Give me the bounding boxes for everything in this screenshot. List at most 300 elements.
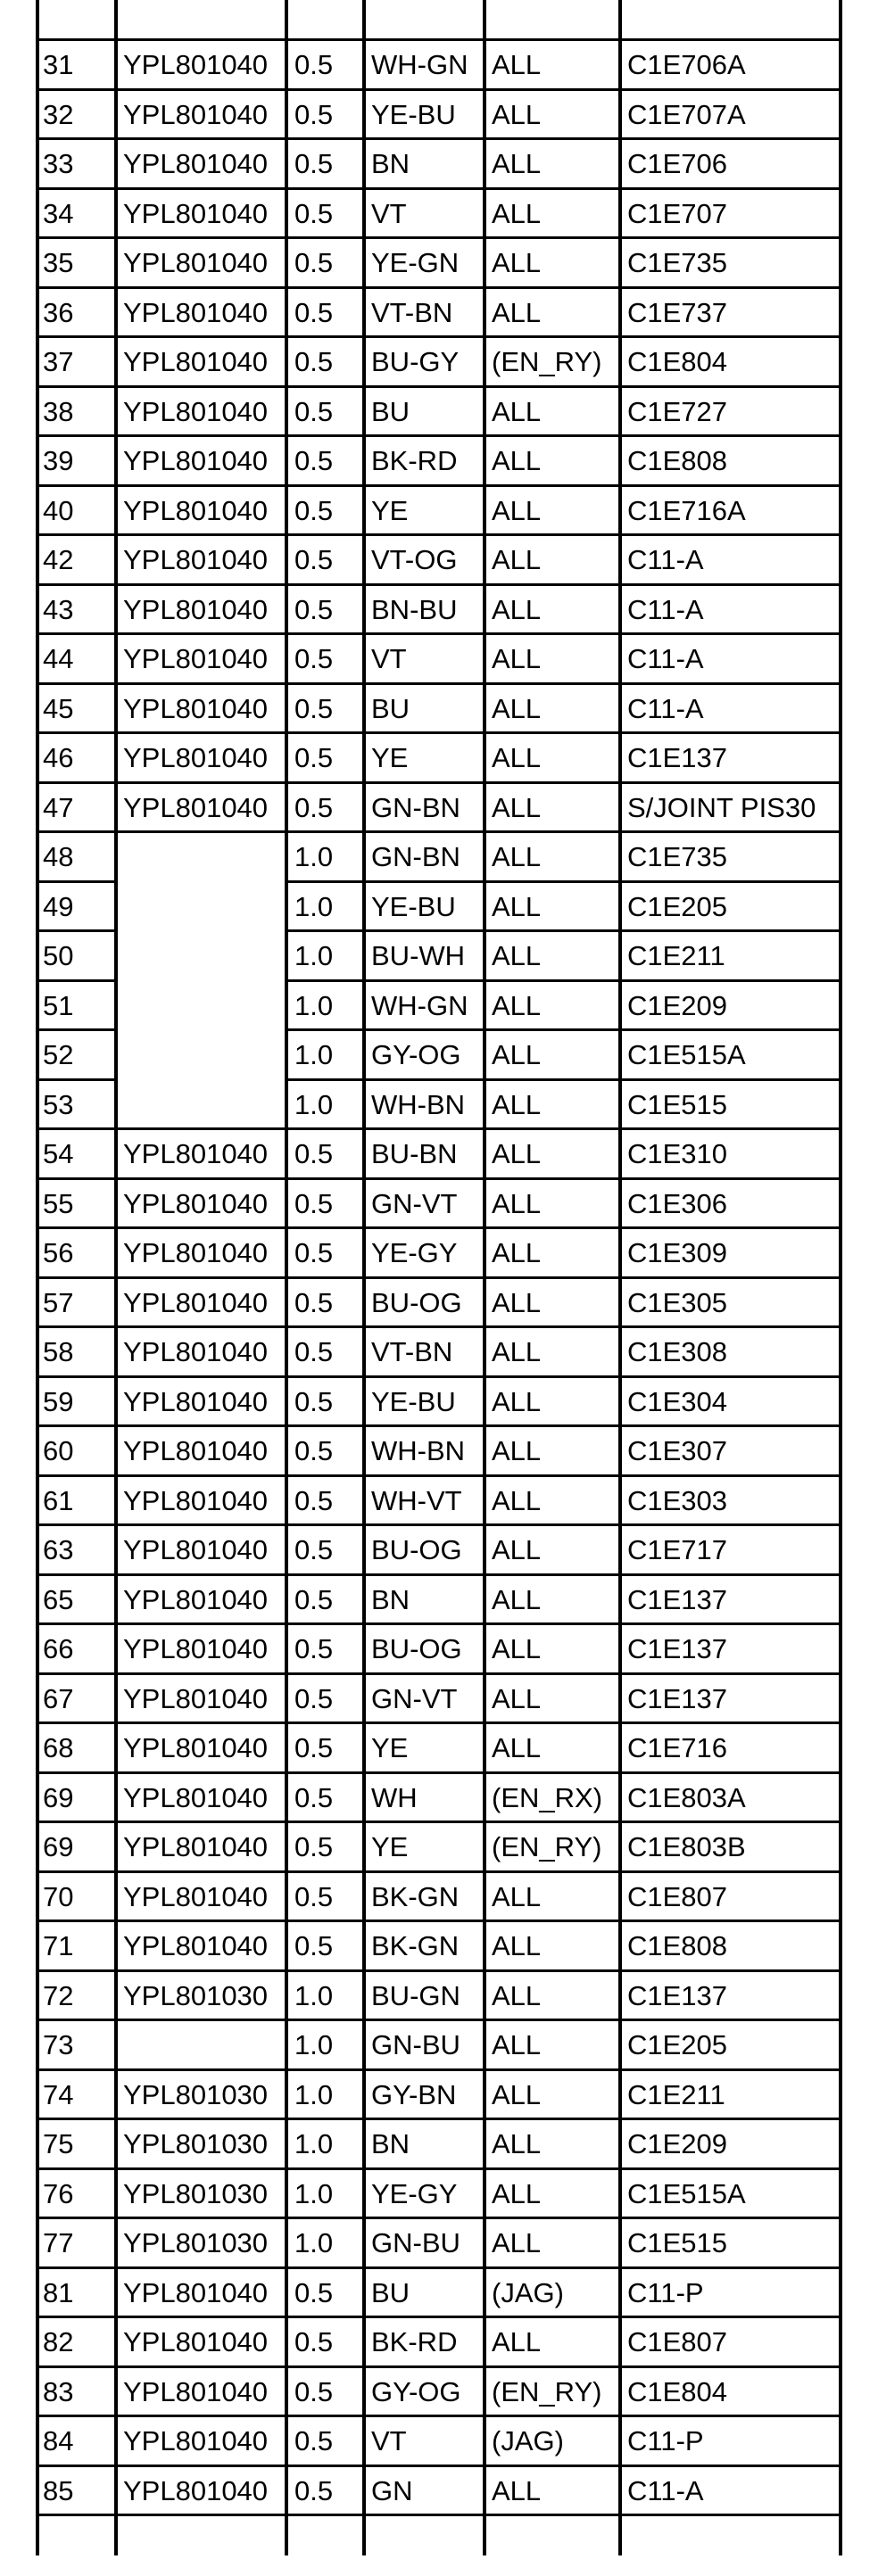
option-cell: ALL [492, 395, 542, 427]
row-divider [36, 1573, 842, 1576]
option-cell: ALL [492, 1979, 542, 2011]
part-number-cell: YPL801030 [123, 2227, 269, 2258]
table-row [0, 535, 878, 585]
option-cell: ALL [492, 2177, 542, 2209]
destination-cell: C1E737 [627, 296, 728, 328]
wire-size-cell: 0.5 [294, 1880, 334, 1912]
part-number-cell: YPL801040 [123, 247, 269, 278]
option-cell: ALL [492, 197, 542, 229]
row-divider [36, 1821, 842, 1823]
destination-cell: C1E716A [627, 494, 746, 526]
wire-size-cell: 1.0 [294, 1979, 334, 2011]
wire-color-cell: BU-GY [371, 346, 460, 377]
destination-cell: C1E735 [627, 247, 728, 278]
column-divider [285, 0, 288, 2555]
option-cell: ALL [492, 742, 542, 773]
wire-size-cell: 1.0 [294, 1039, 334, 1070]
wire-number-cell: 42 [43, 544, 74, 575]
part-number-cell: YPL801030 [123, 2078, 269, 2110]
part-number-cell: YPL801040 [123, 1880, 269, 1912]
row-divider [36, 2019, 842, 2021]
destination-cell: C1E735 [627, 841, 728, 872]
wire-color-cell: YE [371, 1732, 409, 1763]
part-number-cell: YPL801040 [123, 1583, 269, 1615]
option-cell: ALL [492, 2128, 542, 2159]
table-row [0, 684, 878, 734]
row-divider [36, 236, 842, 239]
option-cell: ALL [492, 1385, 542, 1417]
destination-cell: C1E211 [627, 2078, 725, 2110]
column-divider [839, 0, 842, 2555]
column-divider [36, 0, 39, 2555]
wire-size-cell: 0.5 [294, 1187, 334, 1219]
part-number-cell: YPL801040 [123, 1484, 269, 1516]
wire-color-cell: VT [371, 643, 407, 674]
part-number-cell: YPL801040 [123, 1682, 269, 1714]
wire-color-cell: YE-GN [371, 247, 460, 278]
table-row [0, 189, 878, 239]
wire-number-cell: 50 [43, 940, 74, 971]
row-divider [36, 1127, 842, 1130]
destination-cell: S/JOINT PIS30 [627, 791, 816, 823]
wire-number-cell: 81 [43, 2276, 74, 2308]
table-row [0, 139, 878, 189]
part-number-cell: YPL801030 [123, 2177, 269, 2209]
wire-color-cell: GN-BN [371, 841, 460, 872]
wire-size-cell: 1.0 [294, 2029, 334, 2060]
destination-cell: C1E707 [627, 197, 728, 229]
part-number-cell: YPL801040 [123, 1435, 269, 1466]
wire-number-cell: 71 [43, 1930, 74, 1961]
row-divider [36, 929, 118, 932]
row-divider [36, 385, 842, 388]
option-cell: (EN_RY) [492, 346, 602, 377]
option-cell: ALL [492, 2326, 542, 2357]
wire-color-cell: BN [371, 2128, 410, 2159]
wire-size-cell: 0.5 [294, 1484, 334, 1516]
destination-cell: C1E137 [627, 1633, 728, 1664]
option-cell: ALL [492, 692, 542, 724]
wire-color-cell: BN [371, 1583, 410, 1615]
option-cell: ALL [492, 494, 542, 526]
wire-number-cell: 38 [43, 395, 74, 427]
row-divider [36, 187, 842, 190]
wire-color-cell: BK-GN [371, 1880, 460, 1912]
part-number-cell: YPL801040 [123, 1534, 269, 1565]
option-cell: ALL [492, 1732, 542, 1763]
wire-number-cell: 56 [43, 1237, 74, 1268]
table-row [0, 2020, 878, 2070]
table-row [0, 1822, 878, 1872]
table-row [0, 2218, 878, 2268]
table-row [0, 2317, 878, 2367]
row-divider [36, 682, 842, 685]
row-divider [36, 1325, 842, 1328]
part-number-cell: YPL801030 [123, 1979, 269, 2011]
part-number-cell: YPL801040 [123, 1831, 269, 1862]
table-row [0, 1723, 878, 1773]
wire-size-cell: 0.5 [294, 791, 334, 823]
option-cell: ALL [492, 2227, 542, 2258]
wire-number-cell: 37 [43, 346, 74, 377]
row-divider [36, 1424, 842, 1427]
destination-cell: C1E803A [627, 1781, 746, 1813]
table-row [0, 40, 878, 90]
wire-number-cell: 68 [43, 1732, 74, 1763]
row-divider [36, 2167, 842, 2170]
option-cell: ALL [492, 1039, 542, 1070]
wire-color-cell: GY-OG [371, 1039, 461, 1070]
wire-number-cell: 51 [43, 989, 74, 1021]
wire-number-cell: 55 [43, 1187, 74, 1219]
part-number-cell: YPL801040 [123, 1930, 269, 1961]
table-row [0, 931, 878, 981]
column-divider [618, 0, 622, 2555]
wire-size-cell: 0.5 [294, 1286, 334, 1318]
wire-color-cell: YE [371, 494, 409, 526]
row-divider [36, 38, 842, 41]
wire-number-cell: 54 [43, 1138, 74, 1169]
wire-number-cell: 60 [43, 1435, 74, 1466]
row-divider [36, 1920, 842, 1922]
table-row [0, 2119, 878, 2169]
wire-size-cell: 0.5 [294, 1534, 334, 1565]
wire-number-cell: 75 [43, 2128, 74, 2159]
wire-number-cell: 48 [43, 841, 74, 872]
column-divider [114, 0, 118, 2555]
table-row [0, 238, 878, 288]
table-row [0, 1030, 878, 1080]
table-row [0, 2416, 878, 2466]
destination-cell: C1E309 [627, 1237, 728, 1268]
wire-size-cell: 0.5 [294, 1237, 334, 1268]
wire-color-cell: YE [371, 742, 409, 773]
row-divider [285, 979, 842, 982]
wire-size-cell: 0.5 [294, 643, 334, 674]
wire-size-cell: 0.5 [294, 742, 334, 773]
destination-cell: C11-P [627, 2425, 704, 2456]
wire-size-cell: 0.5 [294, 49, 334, 80]
destination-cell: C11-A [627, 2474, 704, 2506]
destination-cell: C1E804 [627, 2375, 728, 2407]
destination-cell: C1E308 [627, 1336, 728, 1367]
wire-color-cell: WH-VT [371, 1484, 462, 1516]
destination-cell: C1E137 [627, 742, 728, 773]
wire-color-cell: BU-OG [371, 1633, 462, 1664]
table-row [0, 288, 878, 338]
destination-cell: C1E706 [627, 148, 728, 179]
wire-number-cell: 34 [43, 197, 74, 229]
row-divider [36, 533, 842, 536]
table-row [0, 634, 878, 684]
row-divider [36, 731, 842, 734]
row-divider [36, 1771, 842, 1774]
table-row [0, 2466, 878, 2516]
part-number-cell: YPL801040 [123, 98, 269, 130]
wire-color-cell: WH [371, 1781, 418, 1813]
wire-number-cell: 52 [43, 1039, 74, 1070]
wire-color-cell: YE-BU [371, 890, 456, 922]
wire-size-cell: 1.0 [294, 940, 334, 971]
table-row [0, 436, 878, 486]
table-row [0, 1525, 878, 1575]
destination-cell: C1E310 [627, 1138, 728, 1169]
destination-cell: C1E209 [627, 2128, 728, 2159]
part-number-cell: YPL801040 [123, 2425, 269, 2456]
row-divider [36, 1969, 842, 1972]
destination-cell: C1E807 [627, 2326, 728, 2357]
table-row [0, 1476, 878, 1526]
wire-number-cell: 74 [43, 2078, 74, 2110]
wire-color-cell: WH-BN [371, 1088, 466, 1120]
option-cell: ALL [492, 296, 542, 328]
part-number-cell: YPL801040 [123, 1336, 269, 1367]
part-number-cell: YPL801040 [123, 1385, 269, 1417]
wire-number-cell: 82 [43, 2326, 74, 2357]
part-number-cell: YPL801040 [123, 791, 269, 823]
row-divider [36, 335, 842, 338]
option-cell: ALL [492, 1880, 542, 1912]
row-divider [36, 2217, 842, 2219]
part-number-cell: YPL801040 [123, 1138, 269, 1169]
wire-size-cell: 1.0 [294, 2227, 334, 2258]
wire-color-cell: GN-BN [371, 791, 460, 823]
wire-number-cell: 69 [43, 1781, 74, 1813]
wire-size-cell: 1.0 [294, 841, 334, 872]
row-divider [36, 484, 842, 487]
wire-size-cell: 1.0 [294, 890, 334, 922]
row-divider [285, 1028, 842, 1031]
wire-size-cell: 0.5 [294, 494, 334, 526]
wire-color-cell: YE-GY [371, 2177, 458, 2209]
row-divider [36, 1177, 842, 1180]
wire-number-cell: 33 [43, 148, 74, 179]
option-cell: ALL [492, 1138, 542, 1169]
option-cell: ALL [492, 1633, 542, 1664]
row-divider [36, 1870, 842, 1873]
part-number-cell: YPL801040 [123, 692, 269, 724]
destination-cell: C11-A [627, 692, 704, 724]
table-row [0, 1080, 878, 1130]
part-number-cell: YPL801040 [123, 1633, 269, 1664]
destination-cell: C1E205 [627, 2029, 728, 2060]
part-number-cell: YPL801040 [123, 148, 269, 179]
option-cell: (EN_RY) [492, 2375, 602, 2407]
part-number-cell: YPL801040 [123, 445, 269, 476]
table-row [0, 1921, 878, 1971]
wire-number-cell: 63 [43, 1534, 74, 1565]
row-divider [36, 1672, 842, 1675]
wire-size-cell: 0.5 [294, 1385, 334, 1417]
wire-number-cell: 49 [43, 890, 74, 922]
wire-number-cell: 83 [43, 2375, 74, 2407]
part-number-cell: YPL801040 [123, 544, 269, 575]
wire-color-cell: VT [371, 2425, 407, 2456]
row-divider [285, 1078, 842, 1081]
wire-color-cell: BU-OG [371, 1286, 462, 1318]
part-number-cell: YPL801040 [123, 1286, 269, 1318]
option-cell: ALL [492, 1237, 542, 1268]
option-cell: ALL [492, 1088, 542, 1120]
table-row [0, 1773, 878, 1823]
wire-color-cell: BU-GN [371, 1979, 460, 2011]
destination-cell: C1E807 [627, 1880, 728, 1912]
part-number-cell: YPL801040 [123, 1781, 269, 1813]
row-divider [36, 979, 118, 982]
wire-color-cell: YE-GY [371, 1237, 458, 1268]
wire-size-cell: 0.5 [294, 346, 334, 377]
wire-size-cell: 0.5 [294, 98, 334, 130]
row-divider [36, 1028, 118, 1031]
table-row [0, 337, 878, 387]
wire-color-cell: GN-BU [371, 2227, 460, 2258]
row-divider [36, 1226, 842, 1229]
destination-cell: C1E707A [627, 98, 746, 130]
row-divider [36, 583, 842, 586]
destination-cell: C1E211 [627, 940, 725, 971]
row-divider [36, 434, 842, 437]
option-cell: ALL [492, 1534, 542, 1565]
row-divider [36, 1523, 842, 1526]
wire-number-cell: 43 [43, 593, 74, 625]
part-number-cell: YPL801040 [123, 197, 269, 229]
option-cell: ALL [492, 544, 542, 575]
wire-color-cell: GY-OG [371, 2375, 461, 2407]
wire-number-cell: 76 [43, 2177, 74, 2209]
wire-number-cell: 59 [43, 1385, 74, 1417]
destination-cell: C11-A [627, 544, 704, 575]
option-cell: ALL [492, 98, 542, 130]
wire-number-cell: 61 [43, 1484, 74, 1516]
wire-color-cell: BU-WH [371, 940, 466, 971]
option-cell: ALL [492, 2078, 542, 2110]
part-number-cell: YPL801040 [123, 494, 269, 526]
option-cell: (EN_RY) [492, 1831, 602, 1862]
row-divider [36, 2068, 842, 2071]
part-number-cell: YPL801040 [123, 346, 269, 377]
wire-color-cell: BU [371, 692, 410, 724]
wire-color-cell: BU [371, 2276, 410, 2308]
wire-number-cell: 31 [43, 49, 74, 80]
wire-size-cell: 1.0 [294, 2078, 334, 2110]
row-divider [36, 2266, 842, 2269]
destination-cell: C1E307 [627, 1435, 728, 1466]
wire-number-cell: 47 [43, 791, 74, 823]
wire-size-cell: 1.0 [294, 2128, 334, 2159]
wire-size-cell: 0.5 [294, 544, 334, 575]
wire-size-cell: 0.5 [294, 1781, 334, 1813]
wire-color-cell: WH-GN [371, 989, 468, 1021]
wire-size-cell: 0.5 [294, 2276, 334, 2308]
wire-color-cell: BN [371, 148, 410, 179]
row-divider [36, 88, 842, 91]
wire-color-cell: GN-BU [371, 2029, 460, 2060]
row-divider [36, 2465, 842, 2467]
option-cell: ALL [492, 1286, 542, 1318]
row-divider [36, 1375, 842, 1378]
option-cell: ALL [492, 1484, 542, 1516]
wire-number-cell: 35 [43, 247, 74, 278]
wire-color-cell: BK-GN [371, 1930, 460, 1961]
table-row [0, 585, 878, 635]
table-row [0, 1426, 878, 1476]
row-divider [36, 2365, 842, 2368]
wire-number-cell: 32 [43, 98, 74, 130]
table-row [0, 1129, 878, 1179]
table-row [0, 387, 878, 437]
wire-size-cell: 0.5 [294, 692, 334, 724]
row-divider [36, 1622, 842, 1625]
wire-color-cell: VT-BN [371, 1336, 453, 1367]
option-cell: ALL [492, 890, 542, 922]
wire-color-cell: VT [371, 197, 407, 229]
row-divider [36, 880, 118, 883]
destination-cell: C1E706A [627, 49, 746, 80]
row-divider [36, 1721, 842, 1724]
table-row [0, 2070, 878, 2120]
table-row [0, 486, 878, 536]
part-number-cell: YPL801040 [123, 742, 269, 773]
row-divider [36, 632, 842, 635]
wire-size-cell: 0.5 [294, 445, 334, 476]
option-cell: (JAG) [492, 2425, 564, 2456]
part-number-cell: YPL801040 [123, 49, 269, 80]
option-cell: ALL [492, 247, 542, 278]
part-number-cell: YPL801040 [123, 2276, 269, 2308]
wire-size-cell: 0.5 [294, 1682, 334, 1714]
destination-cell: C11-A [627, 643, 704, 674]
destination-cell: C1E137 [627, 1583, 728, 1615]
wire-size-cell: 0.5 [294, 197, 334, 229]
wire-size-cell: 0.5 [294, 2326, 334, 2357]
wire-number-cell: 44 [43, 643, 74, 674]
wire-color-cell: VT-BN [371, 296, 453, 328]
part-number-cell: YPL801040 [123, 1187, 269, 1219]
table-row [0, 90, 878, 140]
wire-size-cell: 0.5 [294, 1435, 334, 1466]
option-cell: ALL [492, 1435, 542, 1466]
row-divider [36, 1276, 842, 1279]
destination-cell: C1E716 [627, 1732, 728, 1763]
table-row [0, 733, 878, 783]
option-cell: (JAG) [492, 2276, 564, 2308]
table-row [0, 1278, 878, 1328]
wire-color-cell: GY-BN [371, 2078, 457, 2110]
destination-cell: C1E727 [627, 395, 728, 427]
part-number-cell: YPL801040 [123, 296, 269, 328]
destination-cell: C1E515A [627, 1039, 746, 1070]
wire-number-cell: 67 [43, 1682, 74, 1714]
wire-number-cell: 70 [43, 1880, 74, 1912]
option-cell: ALL [492, 1336, 542, 1367]
option-cell: (EN_RX) [492, 1781, 603, 1813]
destination-cell: C1E304 [627, 1385, 728, 1417]
row-divider [36, 137, 842, 140]
wire-number-cell: 66 [43, 1633, 74, 1664]
wire-number-cell: 65 [43, 1583, 74, 1615]
wire-color-cell: BU-BN [371, 1138, 458, 1169]
row-divider [36, 2514, 842, 2516]
option-cell: ALL [492, 1187, 542, 1219]
row-divider [36, 781, 842, 784]
wire-number-cell: 58 [43, 1336, 74, 1367]
table-row [0, 1228, 878, 1278]
table-row [0, 2367, 878, 2417]
wire-size-cell: 0.5 [294, 148, 334, 179]
wire-color-cell: BU [371, 395, 410, 427]
wire-color-cell: GN-VT [371, 1682, 458, 1714]
table-row [0, 2169, 878, 2219]
